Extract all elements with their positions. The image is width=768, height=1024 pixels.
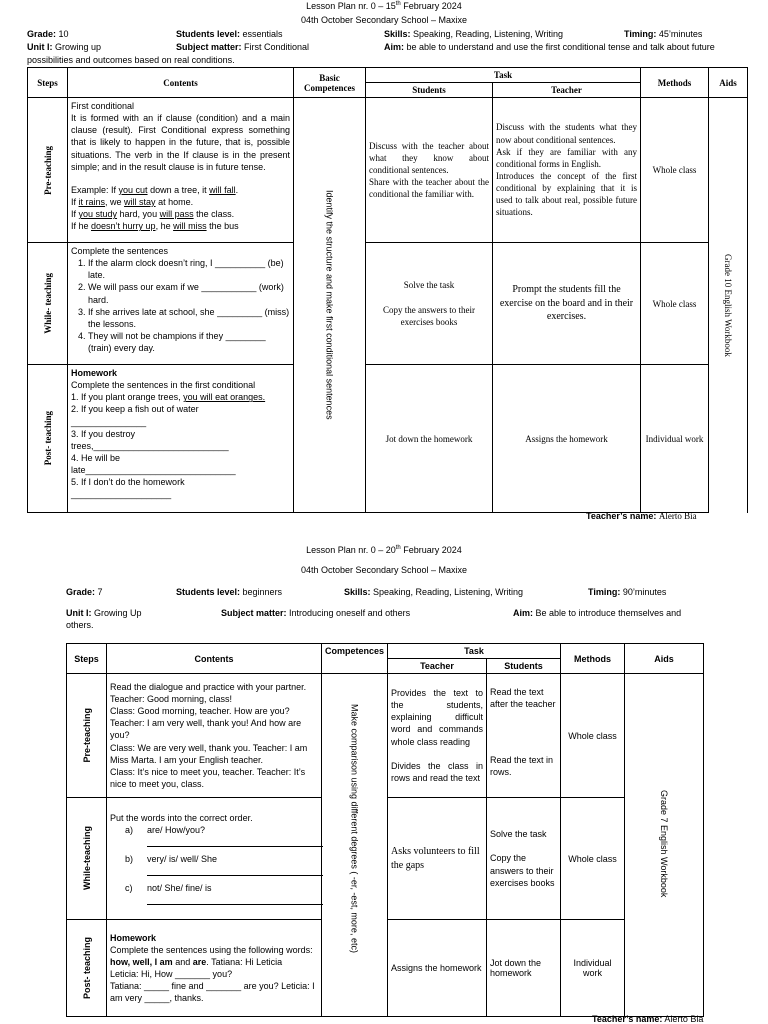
plan1-title: Lesson Plan nr. 0 – 15th February 2024	[306, 1, 462, 11]
plan2-content-while: Put the words into the correct order. a) are/ How/you? b) very/ is/ well/ She c) not/ She/ fine/ is	[107, 798, 322, 920]
plan2-title: Lesson Plan nr. 0 – 20th February 2024	[306, 545, 462, 555]
plan2-grade: Grade: 7	[66, 587, 103, 597]
plan2-header-teacher: Teacher	[388, 659, 487, 674]
plan1-teacher-name: Teacher’s name: Alerto Bia	[586, 511, 697, 521]
plan2-aim: Aim: Be able to introduce themselves and	[513, 608, 682, 618]
plan1-level: Students level: essentials	[176, 29, 283, 39]
plan1-content-post: Homework Complete the sentences in the first conditional 1. If you plant orange trees, you will eat oranges. 2. If you keep a fish out of water _______________ 3. If you destroy trees,___________________________ 4. He will be late______________________________ 5. If I don’t do the homework ____________________	[68, 365, 294, 513]
plan2-students-pre: Read the text after the teacher Read the text in rows.	[487, 674, 561, 798]
plan1-unit: Unit I: Growing up	[27, 42, 102, 52]
plan2-methods-while: Whole class	[561, 798, 625, 920]
plan1-timing: Timing: 45’minutes	[624, 29, 703, 39]
plan1-students-while: Solve the task Copy the answers to their exercises books	[366, 243, 493, 365]
plan1-while-item: 3. If she arrives late at school, she _________ (miss) the lessons.	[88, 306, 290, 330]
plan2-while-item: b) very/ is/ well/ She	[125, 854, 218, 864]
plan2-step-post: Post- teaching	[67, 920, 107, 1017]
plan2-unit: Unit I: Growing Up	[66, 608, 142, 618]
plan1-header-steps: Steps	[28, 68, 68, 98]
plan1-aim-cont: possibilities and outcomes based on real conditions.	[27, 55, 235, 65]
plan2-level: Students level: beginners	[176, 587, 283, 597]
plan1-content-while: Complete the sentences 1. If the alarm clock doesn’t ring, I __________ (be) late. 2. We will pass our exam if we ___________ (work) hard. 3. If she arrives late at school, she _________ (miss) the lessons. 4. They will not be champions if they ________ (train) every day.	[68, 243, 294, 365]
plan2-content-post: Homework Complete the sentences using the following words: how, well, I am and are. Tatiana: Hi Leticia Leticia: Hi, How _______ you? Tatiana: _____ fine and _______ are you? Leticia: I am very _____, thanks.	[107, 920, 322, 1017]
plan2-skills: Skills: Speaking, Reading, Listening, Writing	[344, 587, 523, 597]
plan2-while-item: a) are/ How/you?	[125, 824, 206, 835]
plan2-aim-cont: others.	[66, 620, 94, 630]
plan1-row-pre	[28, 98, 748, 243]
plan2-header-contents: Contents	[107, 644, 322, 674]
plan1-step-while: While- teaching	[28, 243, 68, 365]
plan1-step-post: Post- teaching	[28, 365, 68, 513]
plan1-teacher-post: Assigns the homework	[493, 365, 641, 513]
plan2-subject: Subject matter: Introducing oneself and others	[221, 608, 411, 618]
plan2-teacher-post: Assigns the homework	[388, 920, 487, 1017]
plan1-header-aids: Aids	[709, 68, 748, 98]
plan1-aim: Aim: be able to understand and use the first conditional tense and talk about future	[384, 42, 715, 52]
plan2-students-post: Jot down the homework	[487, 920, 561, 1017]
plan1-subject: Subject matter: First Conditional	[176, 42, 310, 52]
plan1-while-item: 4. They will not be champions if they ________ (train) every day.	[88, 330, 290, 354]
plan2-header-aids: Aids	[625, 644, 704, 674]
plan1-header-methods: Methods	[641, 68, 709, 98]
plan1-step-pre: Pre-teaching	[28, 98, 68, 243]
plan1-students-pre: Discuss with the teacher about what they know about conditional sentences. Share with the teacher about the conditional the familiar with.	[366, 98, 493, 243]
plan2-header-students: Students	[487, 659, 561, 674]
plan2-methods-pre: Whole class	[561, 674, 625, 798]
plan2-header-task: Task	[388, 644, 561, 659]
plan1-header-contents: Contents	[68, 68, 294, 98]
plan2-teacher-while: Asks volunteers to fill the gaps	[388, 798, 487, 920]
plan1-students-post: Jot down the homework	[366, 365, 493, 513]
plan2-competence: Make comparison using different degrees ( -er, -est, more, etc)	[322, 674, 388, 1017]
plan1-teacher-while: Prompt the students fill the exercise on the board and in their exercises.	[493, 243, 641, 365]
plan1-methods-pre: Whole class	[641, 98, 709, 243]
plan1-school: 04th October Secondary School – Maxixe	[300, 15, 468, 25]
plan1-methods-while: Whole class	[641, 243, 709, 365]
plan1-competence: Identify the structure and make first conditional sentences	[294, 98, 366, 513]
plan1-while-item: 1. If the alarm clock doesn’t ring, I __________ (be) late.	[88, 257, 290, 281]
plan1-methods-post: Individual work	[641, 365, 709, 513]
plan2-methods-post: Individual work	[561, 920, 625, 1017]
plan2-school: 04th October Secondary School – Maxixe	[300, 565, 468, 575]
plan2-header-competences: Competences	[322, 644, 388, 674]
plan2-row-pre	[67, 674, 704, 798]
plan2-teacher-name: Teacher’s name: Alerto Bia	[592, 1014, 704, 1024]
plan1-table	[27, 67, 748, 513]
plan2-step-pre: Pre-teaching	[67, 674, 107, 798]
plan1-content-pre: First conditional It is formed with an if clause (condition) and a main clause (result). First Conditional express something that is likely to happen in the future, that is, possible situations. The verb in the If clause is in the present simple; and in the result clause is in future tense. Example: If you cut down a tree, it will fall. If it rains, we will stay at home. If you study hard, you will pass the class. If he doesn’t hurry up, he will miss the bus	[68, 98, 294, 243]
plan1-header-teacher: Teacher	[493, 83, 641, 98]
plan2-teacher-pre: Provides the text to the students, explaining difficult word and commands whole class reading Divides the class in rows and read the text	[388, 674, 487, 798]
plan2-students-while: Solve the task Copy the answers to their exercises books	[487, 798, 561, 920]
plan2-table	[66, 643, 704, 1017]
plan1-header-task: Task	[366, 68, 641, 83]
plan2-timing: Timing: 90’minutes	[588, 587, 667, 597]
plan2-while-item: c) not/ She/ fine/ is	[125, 883, 212, 894]
plan1-aids: Grade 10 English Workbook	[709, 98, 748, 513]
plan1-teacher-pre: Discuss with the students what they now about conditional sentences. Ask if they are familiar with any conditional forms in English. Introduces the concept of the first conditional by explaining that it is used to talk about real, possible future situations.	[493, 98, 641, 243]
plan1-row-while	[28, 243, 748, 365]
plan1-row-post	[28, 365, 748, 513]
plan1-while-item: 2. We will pass our exam if we ___________ (work) hard.	[88, 281, 290, 305]
plan2-aids: Grade 7 English Workbook	[625, 674, 704, 1017]
plan2-step-while: While-teaching	[67, 798, 107, 920]
plan2-header-methods: Methods	[561, 644, 625, 674]
plan1-skills: Skills: Speaking, Reading, Listening, Writing	[384, 29, 563, 39]
plan1-header-competences: Basic Competences	[294, 68, 366, 98]
plan2-header-steps: Steps	[67, 644, 107, 674]
plan1-grade: Grade: 10	[27, 29, 69, 39]
plan1-header-students: Students	[366, 83, 493, 98]
plan2-content-pre: Read the dialogue and practice with your partner. Teacher: Good morning, class! Class: Good morning, teacher. How are you? Teacher: I am very well, thank you! And how are you? Class: We are very well, thank you. Teacher: I am Miss Marta. I am your English teacher. Class: It’s nice to meet you, teacher. Teacher: It’s nice to meet you, class.	[107, 674, 322, 798]
